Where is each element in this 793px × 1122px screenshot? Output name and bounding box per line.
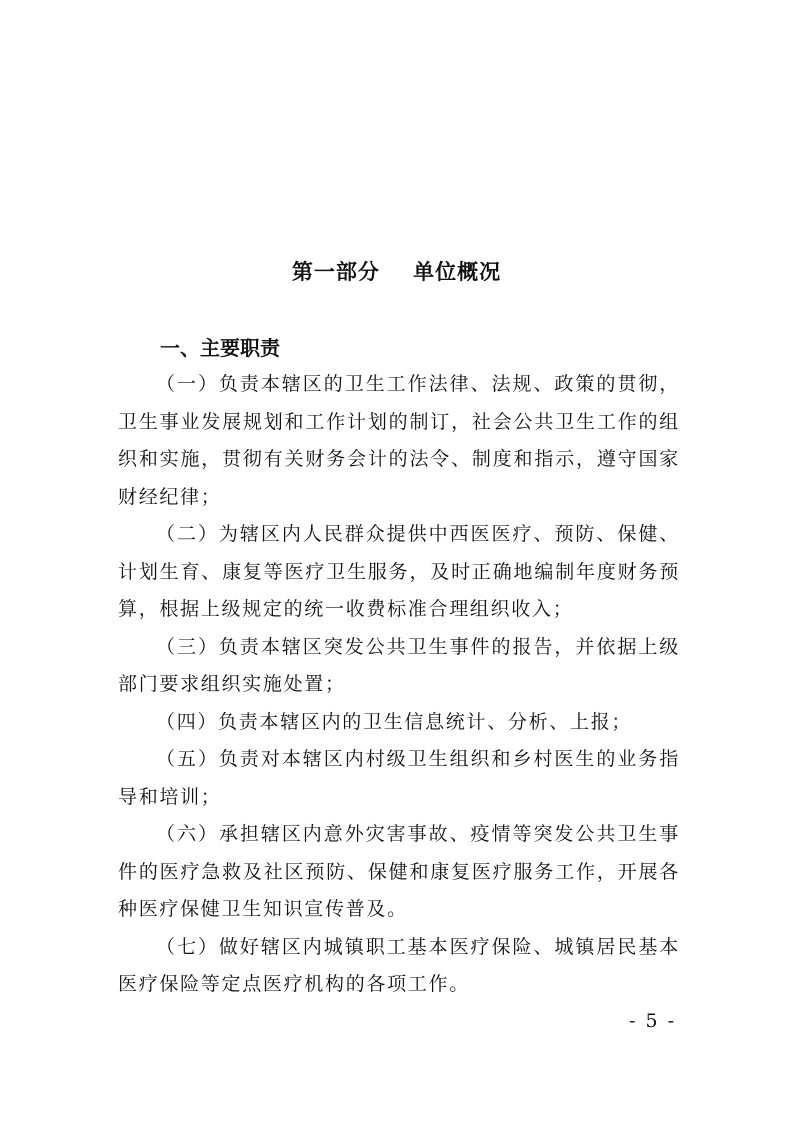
duty-paragraph-7: （七）做好辖区内城镇职工基本医疗保险、城镇居民基本医疗保险等定点医疗机构的各项工作。 bbox=[118, 935, 680, 995]
duty-paragraph-5: （五）负责对本辖区内村级卫生组织和乡村医生的业务指导和培训； bbox=[118, 748, 680, 808]
duty-paragraph-4: （四）负责本辖区内的卫生信息统计、分析、上报； bbox=[156, 710, 633, 733]
duty-paragraph-3: （三）负责本辖区突发公共卫生事件的报告，并依据上级部门要求组织实施处置； bbox=[118, 635, 680, 695]
duty-paragraph-1: （一）负责本辖区的卫生工作法律、法规、政策的贯彻，卫生事业发展规划和工作计划的制订，社会公共卫生工作的组织和实施，贯彻有关财务会计的法令、制度和指示，遵守国家财经纪律； bbox=[118, 373, 680, 508]
duty-paragraph-2: （二）为辖区内人民群众提供中西医医疗、预防、保健、计划生育、康复等医疗卫生服务，及时正确地编制年度财务预算，根据上级规定的统一收费标准合理组织收入； bbox=[118, 523, 680, 620]
page-title: 第一部分 单位概况 bbox=[291, 260, 502, 284]
duties-body bbox=[118, 366, 680, 1004]
duty-paragraph-6: （六）承担辖区内意外灾害事故、疫情等突发公共卫生事件的医疗急救及社区预防、保健和康复医疗服务工作，开展各种医疗保健卫生知识宣传普及。 bbox=[118, 823, 680, 920]
page-number: - 5 - bbox=[628, 1010, 676, 1032]
section-heading-main-duties: 一、主要职责 bbox=[160, 336, 280, 360]
